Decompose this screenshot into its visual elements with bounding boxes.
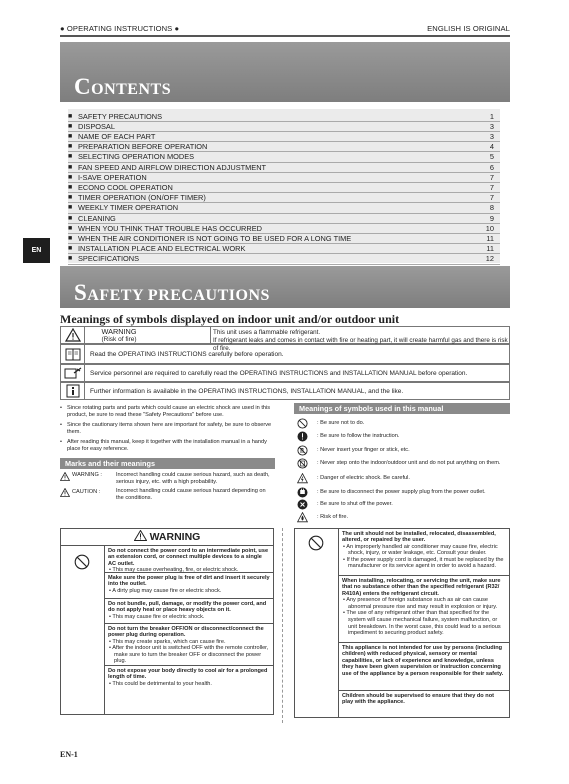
toc-row: [68, 152, 500, 163]
manual-symbol-text: : Be sure not to do.: [317, 420, 365, 426]
restriction-item-heading: When installing, relocating, or servicing the unit, make sure that no substance other than the specified refrigerant (R32/ R410A) enters the refrigerant circuit.: [342, 577, 501, 597]
square-bullet-icon: ■: [68, 122, 73, 130]
toc-label: CLEANING: [78, 213, 116, 223]
warning-risk-text: This unit uses a flammable refrigerant. If refrigerant leaks and comes in contact with fire or heating part, it will create harmful gas and there is risk of fire.: [213, 328, 508, 352]
warning-triangle-icon: [61, 327, 85, 343]
restriction-item-bullet: • If the power supply cord is damaged, it must be replaced by the manufacturer or its service agent in order to avoid a hazard.: [343, 556, 504, 570]
restriction-item: [339, 529, 509, 576]
warning-item: [105, 573, 273, 599]
square-bullet-icon: ■: [68, 234, 73, 242]
header-rule: [60, 35, 510, 37]
toc-page: 4: [489, 142, 494, 152]
toc-label: PREPARATION BEFORE OPERATION: [78, 142, 208, 152]
warning-triangle-icon: [134, 530, 147, 547]
service-manual-icon: [61, 365, 85, 381]
book-icon: [61, 345, 85, 363]
toc-page: 5: [489, 152, 494, 162]
page-number: EN-1: [60, 750, 78, 759]
restriction-item: [339, 643, 509, 691]
warning-item-bullet: • After the indoor unit is switched OFF with the remote controller, make sure to turn the breaker OFF or disconnect the power plug.: [109, 645, 269, 665]
toc-label: FAN SPEED AND AIRFLOW DIRECTION ADJUSTMENT: [78, 162, 267, 172]
warning-item: [105, 599, 273, 624]
toc-page: 7: [489, 182, 494, 192]
manual-symbol-text: : Never step onto the indoor/outdoor unit and do not put anything on them.: [317, 460, 501, 466]
safety-title: SAFETY PRECAUTIONS: [74, 280, 270, 305]
toc-row: [68, 213, 500, 224]
warning-item-bullet: • This may cause overheating, fire, or electric shock.: [109, 567, 239, 574]
contents-list: [68, 109, 500, 263]
toc-row: [68, 121, 500, 132]
manual-symbol-text: : Risk of fire.: [317, 514, 349, 520]
toc-row: [68, 131, 500, 142]
manual-symbol-text: : Danger of electric shock. Be careful.: [317, 475, 410, 481]
square-bullet-icon: ■: [68, 245, 73, 253]
safety-banner: [60, 266, 510, 308]
fire-icon: [296, 512, 308, 523]
warning-item-heading: Make sure the power plug is free of dirt and insert it securely into the outlet.: [108, 574, 270, 588]
square-bullet-icon: ■: [68, 204, 73, 212]
restriction-item-bullet: • The use of any refrigerant other than that specified for the system will cause mechanical failure, system malfunction, or unit breakdown. In the worst case, this could lead to a serious impediment to securing product safety.: [343, 610, 501, 637]
restriction-item-heading: This appliance is not intended for use by persons (including children) with reduced physical, sensory or mental capabilities, or lack of experience and knowledge, unless they have been given supervision or instruction concerning use of the appliance by a person responsible for their safety.: [342, 644, 504, 677]
warning-box: [60, 528, 274, 715]
prohibited-icon: [308, 535, 324, 556]
square-bullet-icon: ■: [68, 153, 73, 161]
square-bullet-icon: ■: [68, 163, 73, 171]
toc-label: ECONO COOL OPERATION: [78, 182, 173, 192]
square-bullet-icon: ■: [68, 214, 73, 222]
square-bullet-icon: ■: [68, 173, 73, 181]
warning-title: WARNING: [61, 529, 273, 546]
toc-page: 1: [489, 111, 494, 121]
marks-heading: Marks and their meanings: [60, 458, 275, 469]
toc-label: SPECIFICATIONS: [78, 254, 140, 264]
column-divider: [282, 528, 283, 723]
warning-item: [105, 666, 273, 716]
toc-page: 12: [485, 254, 494, 264]
toc-label: WHEN YOU THINK THAT TROUBLE HAS OCCURRED: [78, 223, 262, 233]
warning-item: [105, 624, 273, 666]
toc-row: [68, 162, 500, 173]
mandatory-icon: [296, 431, 308, 442]
unplug-icon: [296, 487, 308, 498]
restriction-icon-column: [295, 529, 339, 717]
toc-row: [68, 233, 500, 244]
header-left: ● OPERATING INSTRUCTIONS ●: [60, 24, 180, 33]
toc-page: 3: [489, 131, 494, 141]
no-step-icon: [296, 458, 308, 469]
toc-label: SELECTING OPERATION MODES: [78, 152, 195, 162]
square-bullet-icon: ■: [68, 194, 73, 202]
toc-label: WHEN THE AIR CONDITIONER IS NOT GOING TO BE USED FOR A LONG TIME: [78, 233, 352, 243]
shut-off-icon: [296, 499, 308, 510]
contents-banner: [60, 42, 510, 102]
square-bullet-icon: ■: [68, 183, 73, 191]
symbol-text: Service personnel are required to carefully read the OPERATING INSTRUCTIONS and INSTALLATION MANUAL before operation.: [90, 370, 468, 377]
restriction-box: [294, 528, 510, 718]
toc-page: 9: [489, 213, 494, 223]
electric-shock-icon: [296, 473, 308, 484]
toc-label: WEEKLY TIMER OPERATION: [78, 203, 179, 213]
warning-item: [105, 546, 273, 573]
warning-icon-column: [61, 546, 105, 714]
warning-item-heading: Do not bundle, pull, damage, or modify the power cord, and do not apply heat or place heavy objects on it.: [108, 600, 267, 614]
caution-triangle-icon: [60, 488, 70, 500]
toc-row: [68, 193, 500, 204]
warning-item-bullet: • This may create sparks, which can cause fire.: [109, 638, 226, 645]
toc-page: 11: [486, 244, 494, 254]
language-tab: EN: [23, 238, 50, 263]
prohibited-icon: [296, 418, 308, 429]
restriction-item-bullet: • Any presence of foreign substance such as air can cause abnormal pressure rise and may result in explosion or injury.: [343, 597, 498, 610]
manual-symbol-text: : Be sure to shut off the power.: [317, 501, 393, 507]
symbol-text: Read the OPERATING INSTRUCTIONS carefully before operation.: [90, 351, 284, 358]
toc-row: [68, 142, 500, 153]
square-bullet-icon: ■: [68, 132, 73, 140]
toc-label: INSTALLATION PLACE AND ELECTRICAL WORK: [78, 244, 246, 254]
manual-symbol-text: : Be sure to follow the instruction.: [317, 433, 400, 439]
toc-label: NAME OF EACH PART: [78, 131, 156, 141]
warning-risk-label: WARNING (Risk of fire): [101, 327, 137, 343]
toc-row: [68, 111, 500, 122]
toc-label: DISPOSAL: [78, 121, 115, 131]
toc-label: I-SAVE OPERATION: [78, 172, 147, 182]
toc-page: 10: [485, 223, 494, 233]
contents-title: CONTENTS: [74, 74, 172, 99]
manual-symbol-text: : Be sure to disconnect the power supply plug from the power outlet.: [317, 489, 486, 495]
info-icon: [61, 383, 85, 399]
toc-row: [68, 244, 500, 255]
toc-page: 11: [486, 233, 494, 243]
prohibited-icon: [74, 554, 90, 575]
warning-item-bullet: • This could be detrimental to your health.: [109, 680, 212, 687]
warning-triangle-icon: [60, 472, 70, 484]
manual-symbol-text: : Never insert your finger or stick, etc.: [317, 447, 410, 453]
symbol-row-service: [60, 364, 510, 382]
toc-page: 7: [489, 172, 494, 182]
toc-page: 3: [489, 121, 494, 131]
warning-item-heading: Do not turn the breaker OFF/ON or disconnect/connect the power plug during operation.: [108, 625, 264, 639]
symbol-row-info: [60, 382, 510, 400]
toc-row: [68, 203, 500, 214]
restriction-item: [339, 576, 509, 643]
toc-label: TIMER OPERATION (ON/OFF TIMER): [78, 193, 206, 203]
square-bullet-icon: ■: [68, 255, 73, 263]
toc-page: 6: [489, 162, 494, 172]
toc-label: SAFETY PRECAUTIONS: [78, 111, 163, 121]
square-bullet-icon: ■: [68, 112, 73, 120]
toc-row: [68, 172, 500, 183]
restriction-item-heading: Children should be supervised to ensure that they do not play with the appliance.: [342, 692, 494, 706]
manual-symbols-heading: Meanings of symbols used in this manual: [294, 403, 510, 414]
no-finger-icon: [296, 445, 308, 456]
toc-row: [68, 254, 500, 265]
symbol-text: Further information is available in the OPERATING INSTRUCTIONS, INSTALLATION MANUAL, and the like.: [90, 388, 404, 395]
warning-item-bullet: • This may cause fire or electric shock.: [109, 613, 205, 620]
warning-item-bullet: • A dirty plug may cause fire or electric shock.: [109, 587, 222, 594]
intro-bullets: • Since rotating parts and parts which could cause an electric shock are used in this product, be sure to read these "Safety Precautions" before use. • Since the cautionary items shown here are important for safety, be sure to observe them. • After reading this manual, keep it together with the installation manual in a handy place for easy reference.: [60, 405, 272, 453]
square-bullet-icon: ■: [68, 143, 73, 151]
toc-page: 7: [489, 193, 494, 203]
symbol-row-read-manual: [60, 344, 510, 364]
toc-row: [68, 182, 500, 193]
restriction-item-bullet: • An improperly handled air conditioner may cause fire, electric shock, injury, or water leakage, etc. Consult your dealer.: [343, 543, 498, 557]
warning-item-heading: Do not connect the power cord to an intermediate point, use an extension cord, or connect multiple devices to a single AC outlet.: [108, 547, 269, 567]
toc-page: 8: [489, 203, 494, 213]
warning-item-heading: Do not expose your body directly to cool air for a prolonged length of time.: [108, 667, 268, 681]
header-right: ENGLISH IS ORIGINAL: [427, 24, 510, 33]
restriction-item-heading: The unit should not be installed, relocated, disassembled, altered, or repaired by the user.: [342, 530, 496, 544]
symbols-subheading: Meanings of symbols displayed on indoor unit and/or outdoor unit: [60, 312, 400, 326]
restriction-item: [339, 691, 509, 719]
symbol-row-warning: [60, 326, 510, 352]
square-bullet-icon: ■: [68, 224, 73, 232]
toc-row: [68, 223, 500, 234]
